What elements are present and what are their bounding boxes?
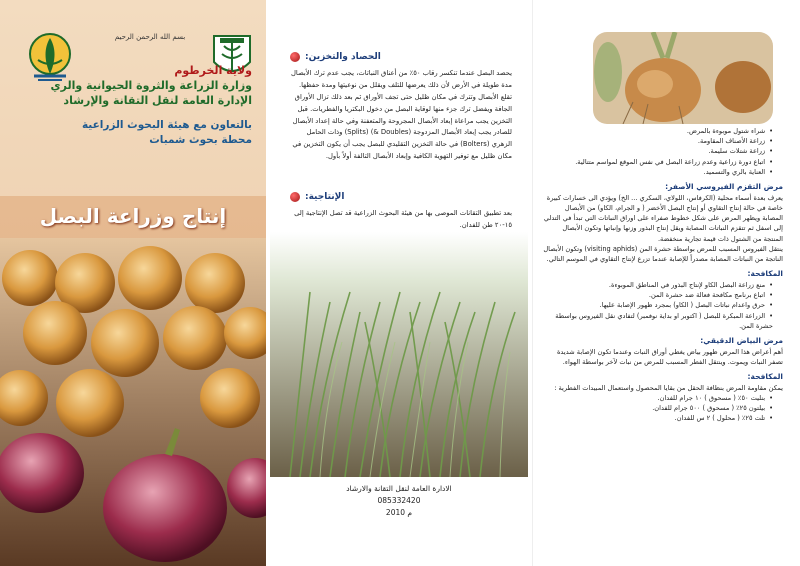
- onion-bullet-icon: [290, 52, 300, 62]
- harvest-body: يحصد البصل عندما تنكسر رقاب ٥٠٪ من أعناق النباتات، يجب عدم ترك الأبصال مدة طويلة في الأرض لأن ذلك يعرضها للتلف ويقلل من نوعيتها ومدة حفظها. تقلع الأبصال وتترك في مكان ظليل حتى تجف الأوراق ثم بعد ذلك تزال الأوراق الجافة ويفضل ترك جزء منها لوقاية البصل من دخول البكتريا والفطريات. قبل التخزين يجب مراعاة إبعاد الأبصال المجروحة والمتعفنة وفي حالة إعداد الأبصال للصادر يجب إبعاد الأبصال المزدوجة (Doubles &) (Splits) وذات الحامل الزهري (Bolters) في حالة التخزين التقليدي للبصل يجب أن يكون التخزين في مكان ظليل مع توفير التهوية الكافية وإبعاد الأبصال التالفة أولاً بأول.: [290, 69, 512, 161]
- basmala-text: بسم الله الرحمن الرحيم: [114, 33, 186, 41]
- harvest-title: الحصاد والتخزين:: [305, 52, 381, 62]
- pesticide-item: • بيلتون ٢٥٪ ( مسحوق ) ٥٠٠ جرام للفدان.: [543, 403, 773, 413]
- cover-panel: [0, 0, 266, 566]
- pesticide-item: • تلت ٢٥٪ ( محلول ) ٢ س للفدان.: [543, 413, 773, 423]
- productivity-heading: [290, 192, 512, 202]
- productivity-body: بعد تطبيق التقانات الموصى بها من هيئة البحوث الزراعية قد تصل الإنتاجية إلى ١٥-٢٠ طن للفدان.: [294, 209, 512, 229]
- ministry-title: [20, 64, 252, 109]
- control-item: • منع زراعة البصل الكاو لإنتاج البذور في المناطق الموبوءة.: [543, 280, 773, 290]
- productivity-title: الإنتاجية:: [305, 192, 345, 202]
- intro-item: • زراعة شتلات سليمة.: [543, 146, 773, 156]
- footer-contact: [296, 483, 502, 519]
- onions-photo: [0, 238, 266, 566]
- control-item: • الزراعة المبكرة للبصل ( اكتوبر او بداية نوفمبر) لتفادي نقل الفيروس بواسطة حشرة المن.: [543, 311, 773, 331]
- onion-bulbs-photo: [593, 32, 773, 124]
- footer-phone: 085332420: [377, 496, 421, 505]
- diseases-panel: [532, 0, 800, 566]
- main-title: إنتاج وزراعة البصل: [39, 204, 227, 228]
- pesticide-item: • بنليت ٥٠٪ ( مسحوق ) ١٠ جرام للفدان.: [543, 393, 773, 403]
- intro-item: • اتباع دورة زراعية وعدم زراعة البصل في نفس الموقع لمواسم متتالية.: [543, 157, 773, 167]
- control2-heading: المكافحة:: [747, 372, 783, 382]
- intro-item: • زراعة الأصناف المقاومة.: [543, 136, 773, 146]
- disease-content: [543, 126, 783, 424]
- cooperation-line-1: بالتعاون مع هيئة البحوث الزراعية: [81, 119, 252, 131]
- yellow-dwarf-body: يعرف بعدة أسماء محلية (الكرفاس، اللولاي، السكري ... الخ) ويؤدي الى خسارات كبيرة خاصة في حالة إنتاج التقاوي أو إنتاج البصل الأخضر ( و الجرام، الكاو) من الأبصال المصابة ويظهر المرض على شكل خطوط صفراء على اوراق النباتات التي تبدأ في التدلي إلى اسفل ثم تتقزم النباتات المصابة ويقل إنتاج البذور وزنها وإنباتها وتكون الأبصال المنتجة من الشتول ذات قيمة تجارية منخفضة.: [543, 193, 783, 243]
- intro-item: • العناية بالري والتسميد.: [543, 167, 773, 177]
- ministry-name: وزارة الزراعة والثروة الحيوانية والري: [50, 78, 252, 92]
- state-name: ولاية الخرطوم: [174, 64, 252, 77]
- cooperation-text: [20, 118, 252, 148]
- mildew-body: أهم أعراض هذا المرض ظهور بياض يغطي أوراق النبات وعندما تكون الإصابة شديدة تصفر النبات ويموت. وينتقل الفطر المسبب للمرض من نبات لآخر بواسطة الهواء.: [556, 347, 783, 366]
- control2-body: يمكن مقاومة المرض بنظافة الحقل من بقايا المحصول واستعمال المبيدات الفطرية :: [554, 383, 783, 392]
- cooperation-line-2: محطة بحوث شمبات: [149, 134, 252, 147]
- onion-bullet-icon: [290, 192, 300, 202]
- control-item: • اتباع برنامج مكافحة فعالة ضد حشرة المن.: [543, 290, 773, 300]
- control-heading: المكافحة:: [747, 269, 783, 279]
- onion-field-photo: [270, 232, 528, 477]
- harvest-section: [290, 52, 512, 163]
- mildew-heading: مرض البياض الدقيقي:: [700, 335, 783, 345]
- intro-list: [543, 126, 783, 177]
- productivity-section: [290, 192, 512, 232]
- yellow-dwarf-heading: مرض التقزم الفيروسي الأصفر:: [665, 182, 783, 192]
- harvest-panel: [266, 0, 532, 566]
- control-item: • حرق واعدام نباتات البصل ( الكاو) بمجرد ظهور الإصابة عليها.: [543, 300, 773, 310]
- pesticide-list: [543, 393, 783, 424]
- aphid-body: ينتقل الفيروس المسبب للمرض بواسطة حشرة المن (visiting aphids) وتكون الأبصال الناتجة من النباتات المصابة مصدراً للإصابة عندما تزرع لإنتاج التقاوي في الموسم التالي.: [543, 244, 783, 264]
- control-list: [543, 280, 783, 331]
- footer-department: الادارة العامة لنقل التقانة والارشاد: [346, 484, 452, 493]
- harvest-heading: [290, 52, 512, 62]
- department-name: الإدارة العامة لنقل التقانة والإرشاد: [63, 93, 252, 107]
- footer-year: 2010 م: [385, 508, 413, 517]
- intro-item: • شراء شتول موبوءة بالمرض.: [543, 126, 773, 136]
